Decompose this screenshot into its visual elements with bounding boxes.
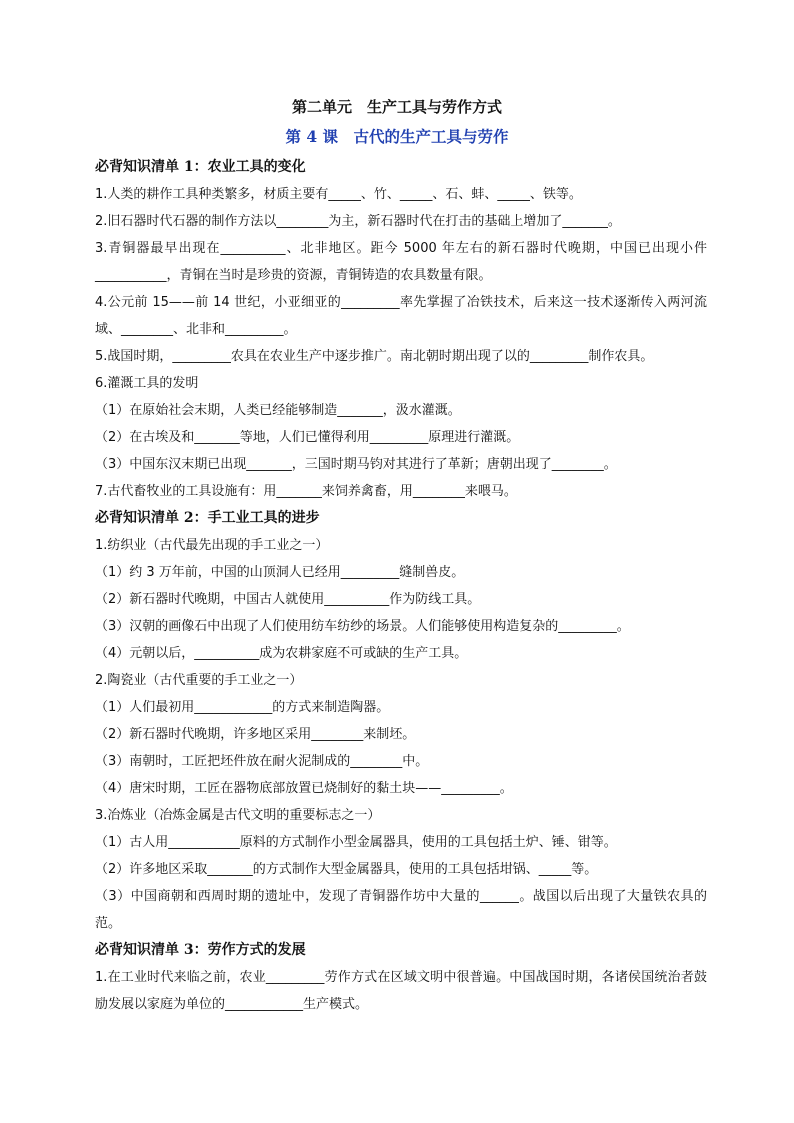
text-line: （1）在原始社会末期，人类已经能够制造_______，汲水灌溉。 [95, 403, 461, 418]
text-line: （3）中国东汉末期已出现_______，三国时期马钧对其进行了革新；唐朝出现了________。 [95, 457, 617, 472]
section-heading-1: 必背知识清单 1：农业工具的变化 [95, 159, 306, 175]
text-line: （2）许多地区采取_______的方式制作大型金属器具，使用的工具包括坩锅、_____等。 [95, 862, 598, 877]
text-paragraph: 3.青铜器最早出现在__________、北非地区。距今 5000 年左右的新石器时代晚期，中国已出现小件___________，青铜在当时是珍贵的资源，青铜铸造的农具数量有限。 [95, 241, 707, 283]
text-line: （3）南朝时，工匠把坯件放在耐火泥制成的________中。 [95, 754, 429, 769]
text-line: 1.纺织业（古代最先出现的手工业之一） [95, 538, 329, 553]
text-line: （2）新石器时代晚期，中国古人就使用__________作为防线工具。 [95, 592, 481, 607]
text-line: 2.旧石器时代石器的制作方法以________为主，新石器时代在打击的基础上增加了_______。 [95, 214, 621, 229]
unit-title: 第二单元 生产工具与劳作方式 [291, 98, 502, 116]
text-line: 3.冶炼业（冶炼金属是古代文明的重要标志之一） [95, 808, 381, 823]
text-line: （1）人们最初用____________的方式来制造陶器。 [95, 700, 390, 715]
text-line: 6.灌溉工具的发明 [95, 376, 199, 391]
section-heading-3: 必背知识清单 3：劳作方式的发展 [95, 942, 306, 958]
section-heading-2: 必背知识清单 2：手工业工具的进步 [95, 510, 320, 526]
document-body [95, 154, 707, 1018]
text-paragraph: 1.在工业时代来临之前，农业_________劳作方式在区域文明中很普遍。中国战国时期，各诸侯国统治者鼓励发展以家庭为单位的____________生产模式。 [95, 970, 707, 1012]
text-line: （2）新石器时代晚期，许多地区采用________来制坯。 [95, 727, 416, 742]
text-line: （3）汉朝的画像石中出现了人们使用纺车纺纱的场景。人们能够使用构造复杂的_________。 [95, 619, 630, 634]
text-paragraph: （3）中国商朝和西周时期的遗址中，发现了青铜器作坊中大量的______。战国以后出现了大量铁农具的范。 [95, 889, 707, 931]
text-line: （4）元朝以后，__________成为农耕家庭不可或缺的生产工具。 [95, 646, 468, 661]
text-line: 7.古代畜牧业的工具设施有：用_______来饲养禽畜，用________来喂马。 [95, 484, 517, 499]
text-line: （1）古人用___________原料的方式制作小型金属器具，使用的工具包括土炉、锤、钳等。 [95, 835, 617, 850]
text-line: 5.战国时期，_________农具在农业生产中逐步推广。南北朝时期出现了以的_________制作农具。 [95, 349, 654, 364]
text-line: （4）唐宋时期，工匠在器物底部放置已烧制好的黏土块——_________。 [95, 781, 513, 796]
text-line: 1.人类的耕作工具种类繁多，材质主要有_____、竹、_____、石、蚌、_____、铁等。 [95, 187, 582, 202]
lesson-title: 第 4 课 古代的生产工具与劳作 [285, 127, 509, 146]
text-line: 2.陶瓷业（古代重要的手工业之一） [95, 673, 303, 688]
text-paragraph: 4.公元前 15——前 14 世纪，小亚细亚的_________率先掌握了冶铁技术，后来这一技术逐渐传入两河流域、________、北非和_________。 [95, 295, 707, 337]
text-line: （1）约 3 万年前，中国的山顶洞人已经用_________缝制兽皮。 [95, 565, 465, 580]
text-line: （2）在古埃及和_______等地，人们已懂得利用_________原理进行灌溉。 [95, 430, 520, 445]
